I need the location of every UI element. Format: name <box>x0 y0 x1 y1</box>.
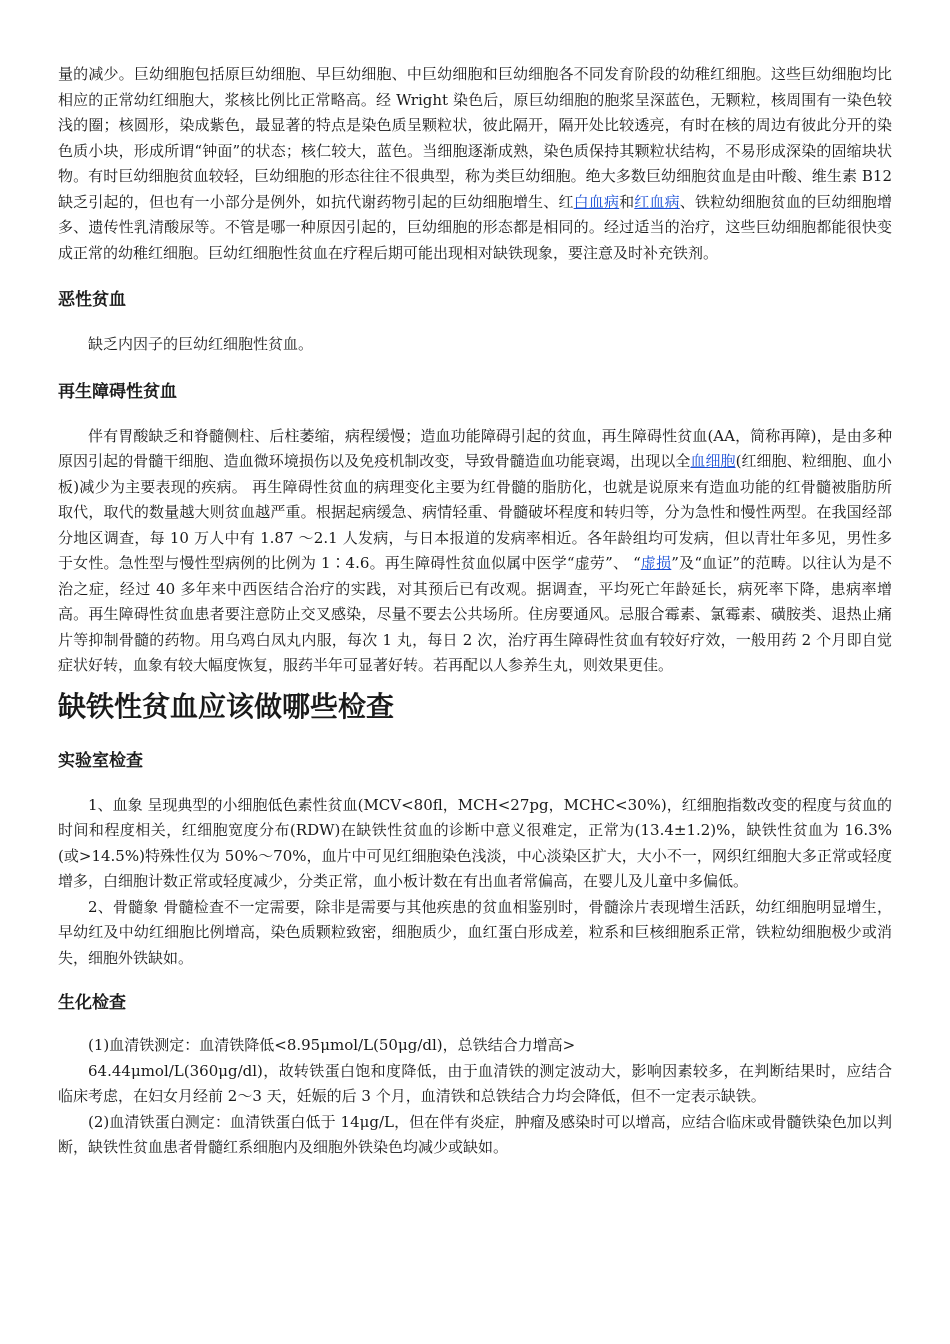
heading-pernicious-anemia: 恶性贫血 <box>58 290 126 310</box>
heading-lab-tests: 实验室检查 <box>58 750 143 771</box>
link-erythremia[interactable]: 红血病 <box>634 192 680 211</box>
paragraph-serum-iron-cont: 64.44μmol/L(360μg/dl)，故转铁蛋白饱和度降低，由于血清铁的测定波动大，影响因素较多，在判断结果时，应结合临床考虑，在妇女月经前 2～3 天，妊娠的后 3 个月，血清铁和总铁结合力均会降低，但不一定表示缺铁。 <box>58 1061 892 1105</box>
heading-biochemical-tests: 生化检查 <box>58 993 126 1013</box>
link-xusun[interactable]: 虚损 <box>640 554 672 572</box>
heading-iron-deficiency-tests: 缺铁性贫血应该做哪些检查 <box>58 689 395 723</box>
link-blood-cell[interactable]: 血细胞 <box>690 452 736 470</box>
paragraph-serum-iron: (1)血清铁测定：血清铁降低<8.95μmol/L(50μg/dl)，总铁结合力增高> <box>88 1036 576 1054</box>
paragraph-pernicious-anemia: 缺乏内因子的巨幼红细胞性贫血。 <box>88 335 314 353</box>
heading-aplastic-anemia: 再生障碍性贫血 <box>58 381 177 402</box>
paragraph-aplastic-anemia: 伴有胃酸缺乏和脊髓侧柱、后柱萎缩，病程缓慢；造血功能障碍引起的贫血，再生障碍性贫血(AA，简称再障)，是由多种原因引起的骨髓干细胞、造血微环境损伤以及免疫机制改变，导致骨髓造血功能衰竭，出现以全血细胞(红细胞、粒细胞、血小板)减少为主要表现的疾病。 再生障碍性贫血的病理变化主要为红骨髓的脂肪化，也就是说原来有造血功能的红骨髓被脂肪所取代，取代的数量越大则贫血越严重。根据起病缓急、病情轻重、骨髓破坏程度和转归等，分为急性和慢性两型。在我国经部分地区调查，每 10 万人中有 1.87 ～2.1 人发病，与日本报道的发病率相近。各年龄组均可发病，但以青壮年多见，男性多于女性。急性型与慢性型病例的比例为 1∶4.6。再生障碍性贫血似属中医学“虚劳”、 “虚损”及“血证”的范畴。以往认为是不治之症，经过 40 多年来中西医结合治疗的实践，对其预后已有改观。据调查，平均死亡年龄延长，病死率下降，患病率增高。再生障碍性贫血患者要注意防止交叉感染，尽量不要去公共场所。住房要通风。忌服合霉素、氯霉素、磺胺类、退热止痛片等抑制骨髓的药物。用乌鸡白凤丸内服，每次 1 丸，每日 2 次，治疗再生障碍性贫血有较好疗效，一般用药 2 个月即自觉症状好转，血象有较大幅度恢复，服药半年可显著好转。若再配以人参养生丸，则效果更佳。 <box>58 426 892 674</box>
paragraph-blood-picture: 1、血象 呈现典型的小细胞低色素性贫血(MCV<80fl，MCH<27pg，MCHC<30%)，红细胞指数改变的程度与贫血的时间和程度相关，红细胞宽度分布(RDW)在缺铁性贫血的诊断中意义很难定，正常为(13.4±1.2)%，缺铁性贫血为 16.3%(或>14.5%)特殊性仅为 50%～70%，血片中可见红细胞染色浅淡，中心淡染区扩大，大小不一，网织红细胞大多正常或轻度增多，白细胞计数正常或轻度减少，分类正常，血小板计数在有出血者常偏高，在婴儿及儿童中多偏低。 <box>58 795 892 890</box>
paragraph-megaloblast: 量的减少。巨幼细胞包括原巨幼细胞、早巨幼细胞、中巨幼细胞和巨幼细胞各不同发育阶段的幼稚红细胞。这些巨幼细胞均比相应的正常幼红细胞大，浆核比例比正常略高。经 Wright 染色后，原巨幼细胞的胞浆呈深蓝色，无颗粒，核周围有一染色较浅的圈；核圆形，染成紫色，最显著的特点是染色质呈颗粒状，彼此隔开，隔开处比较透亮，有时在核的周边有彼此分开的染色质小块，形成所谓“钟面”的状态；核仁较大，蓝色。当细胞逐渐成熟，染色质保持其颗粒状结构，不易形成深染的固缩块状物。有时巨幼细胞贫血较轻，巨幼细胞的形态往往不很典型，称为类巨幼细胞。绝大多数巨幼细胞贫血是由叶酸、维生素 B12 缺乏引起的，但也有一小部分是例外，如抗代谢药物引起的巨幼细胞增生、红白血病和红血病、铁粒幼细胞贫血的巨幼细胞增多、遗传性乳清酸尿等。不管是哪一种原因引起的，巨幼细胞的形态都是相同的。经过适当的治疗，这些巨幼细胞都能很快变成正常的幼稚红细胞。巨幼红细胞性贫血在疗程后期可能出现相对缺铁现象，要注意及时补充铁剂。 <box>58 65 892 262</box>
paragraph-serum-ferritin: (2)血清铁蛋白测定：血清铁蛋白低于 14μg/L，但在伴有炎症，肿瘤及感染时可以增高，应结合临床或骨髓铁染色加以判断，缺铁性贫血患者骨髓红系细胞内及细胞外铁染色均减少或缺如。 <box>58 1112 892 1156</box>
link-leukemia[interactable]: 白血病 <box>573 192 620 211</box>
paragraph-bone-marrow: 2、骨髓象 骨髓检查不一定需要，除非是需要与其他疾患的贫血相鉴别时，骨髓涂片表现增生活跃，幼红细胞明显增生，早幼红及中幼红细胞比例增高，染色质颗粒致密，细胞质少，血红蛋白形成差，粒系和巨核细胞系正常，铁粒幼细胞极少或消失，细胞外铁缺如。 <box>58 897 892 967</box>
